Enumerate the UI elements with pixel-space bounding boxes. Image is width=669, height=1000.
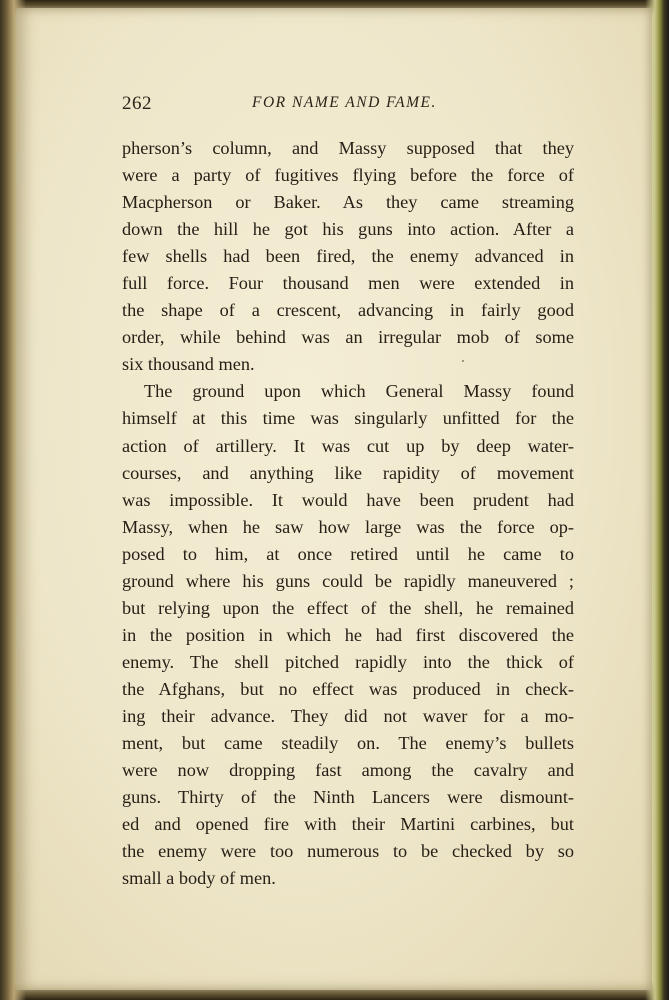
text-line: ed and opened fire with their Martini carbines, but	[122, 814, 574, 835]
text-line: enemy. The shell pitched rapidly into the thick of	[122, 651, 574, 672]
page-header	[122, 93, 582, 117]
text-line: courses, and anything like rapidity of movement	[122, 462, 574, 483]
text-line: few shells had been fired, the enemy advanced in	[122, 246, 574, 267]
text-line: was impossible. It would have been prudent had	[122, 489, 574, 510]
text-line: small a body of men.	[122, 868, 276, 889]
text-line: action of artillery. It was cut up by deep water-	[122, 435, 574, 456]
body-text	[122, 135, 574, 892]
text-line: the enemy were too numerous to be checked by so	[122, 841, 574, 862]
text-line: guns. Thirty of the Ninth Lancers were dismount-	[122, 787, 574, 808]
text-line: the shape of a crescent, advancing in fairly good	[122, 300, 574, 321]
text-line: but relying upon the effect of the shell, he remained	[122, 597, 574, 618]
text-line: ing their advance. They did not waver for a mo-	[122, 705, 574, 726]
text-line: ground where his guns could be rapidly maneuvered ;	[122, 570, 574, 591]
text-line: The ground upon which General Massy found	[144, 381, 574, 402]
text-line: pherson’s column, and Massy supposed that they	[122, 138, 574, 158]
running-head: FOR NAME AND FAME.	[252, 94, 437, 111]
text-line: himself at this time was singularly unfitted for the	[122, 408, 574, 429]
text-line: six thousand men.	[122, 354, 255, 375]
paragraph-1	[122, 135, 574, 378]
text-line: order, while behind was an irregular mob of some	[122, 327, 574, 348]
text-line: the Afghans, but no effect was produced in check-	[122, 678, 574, 699]
text-line: in the position in which he had first discovered the	[122, 624, 574, 645]
text-line: full force. Four thousand men were extended in	[122, 273, 574, 294]
text-line: ment, but came steadily on. The enemy’s bullets	[122, 733, 574, 754]
text-line: were now dropping fast among the cavalry and	[122, 760, 574, 781]
page-number: 262	[122, 93, 152, 114]
text-line: were a party of fugitives flying before the force of	[122, 165, 574, 186]
text-line: Macpherson or Baker. As they came streaming	[122, 192, 574, 213]
paragraph-2	[122, 378, 574, 892]
text-line: down the hill he got his guns into action. After a	[122, 219, 574, 240]
text-line: posed to him, at once retired until he came to	[122, 543, 574, 564]
text-line: Massy, when he saw how large was the force op-	[122, 516, 574, 537]
